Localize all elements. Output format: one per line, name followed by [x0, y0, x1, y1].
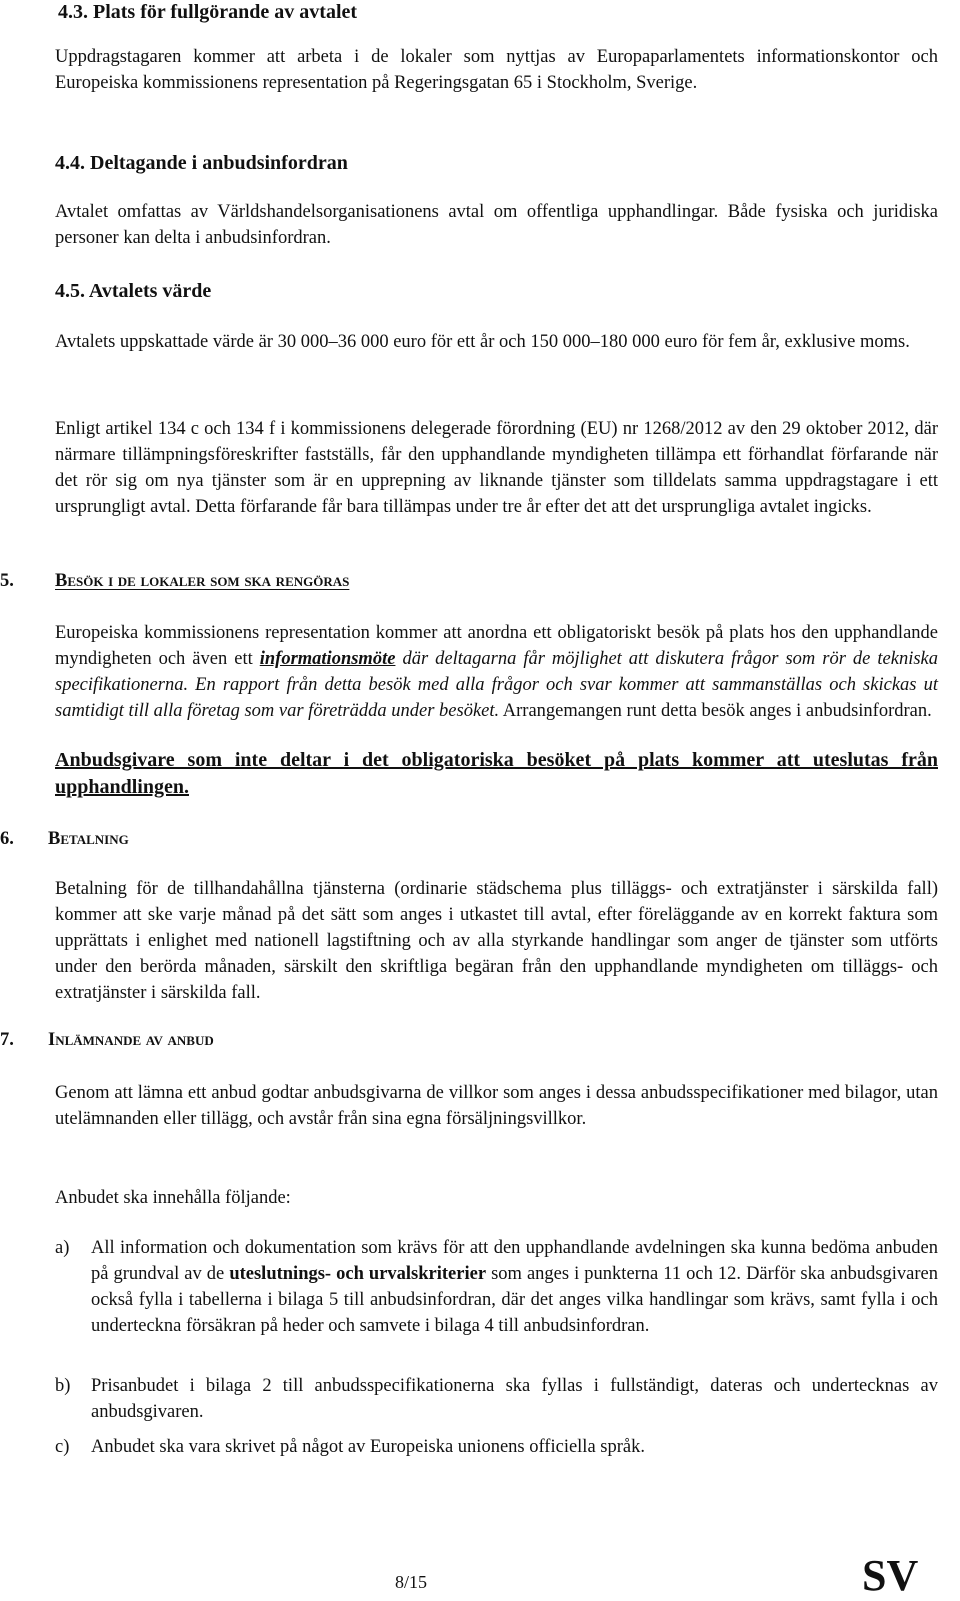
- section-7-title: Inlämnande av anbud: [48, 1030, 214, 1050]
- section-7-list-intro: Anbudet ska innehålla följande:: [55, 1188, 291, 1208]
- section-4-5-paragraph-2: Enligt artikel 134 c och 134 f i kommissionens delegerade förordning (EU) nr 1268/2012 av den 29 oktober 2012, där närmare tillämpningsföreskrifter fastställs, får den upphandlande myndigheten tillämpa ett förhandlat förfarande när det rör sig om nya tjänster som är en upprepning av liknande tjänster som tilldelats samma uppdragstagare i ett ursprungligt avtal. Detta förfarande får bara tillämpas under tre år efter det att det ursprungliga avtalet ingicks.: [55, 419, 938, 517]
- page-number: 8/15: [395, 1572, 428, 1592]
- list-marker: c): [55, 1437, 70, 1457]
- list-marker: a): [55, 1238, 70, 1258]
- list-item-text: Prisanbudet i bilaga 2 till anbudsspecifikationerna ska fyllas i fullständigt, dateras och undertecknas av anbudsgivaren.: [91, 1376, 938, 1422]
- section-4-3-paragraph: Uppdragstagaren kommer att arbeta i de lokaler som nyttjas av Europaparlamentets informationskontor och Europeiska kommissionens representation på Regeringsgatan 65 i Stockholm, Sverige.: [55, 47, 938, 93]
- section-4-4-heading: 4.4. Deltagande i anbudsinfordran: [55, 152, 348, 174]
- exclusion-warning: Anbudsgivare som inte deltar i det obligatoriska besöket på plats kommer att uteslutas från upphandlingen.: [55, 749, 938, 798]
- section-5-text-end: Arrangemangen runt detta besök anges i anbudsinfordran.: [499, 701, 932, 721]
- list-item: [55, 1235, 938, 1365]
- section-4-5-heading: 4.5. Avtalets värde: [55, 280, 212, 302]
- section-5-text-start: Europeiska kommissionens representation kommer att anordna ett obligatoriskt besök på plats hos den upphandlande myndigheten och även ett: [55, 623, 938, 669]
- section-5-text-italic: där deltagarna får möjlighet att diskutera frågor som rör de tekniska specifikationerna. En rapport från detta besök med alla frågor och svar kommer att sammanställas och skickas ut samtidigt till alla företag som var företrädda under besöket.: [55, 649, 939, 721]
- section-7-paragraph: Genom att lämna ett anbud godtar anbudsgivarna de villkor som anges i dessa anbudsspecifikationer med bilagor, utan utelämnanden eller tillägg, och avstår från sina egna försäljningsvillkor.: [55, 1083, 938, 1129]
- criteria-term: uteslutnings- och urvalskriterier: [229, 1264, 487, 1284]
- section-6-title: Betalning: [48, 829, 129, 849]
- section-4-3-heading: 4.3. Plats för fullgörande av avtalet: [58, 1, 358, 23]
- section-5-number: 5.: [0, 571, 14, 591]
- list-item-text: Anbudet ska vara skrivet på något av Europeiska unionens officiella språk.: [91, 1437, 645, 1457]
- list-item: [55, 1373, 938, 1425]
- section-4-5-paragraph-1: Avtalets uppskattade värde är 30 000–36 000 euro för ett år och 150 000–180 000 euro för fem år, exklusive moms.: [55, 332, 910, 352]
- list-item: [55, 1434, 938, 1460]
- section-6-number: 6.: [0, 829, 14, 849]
- section-6-paragraph: Betalning för de tillhandahållna tjänsterna (ordinarie städschema plus tilläggs- och extratjänster i särskilda fall) kommer att ske varje månad på det sätt som anges i utkastet till avtal, efter föreläggande av en korrekt faktura som upprättats i enlighet med nationell lagstiftning och av alla styrkande handlingar som anger de tjänster som utförts under den berörda månaden, särskilt den skriftliga begäran från den upphandlande myndigheten om tilläggs- och extratjänster i särskilda fall.: [55, 879, 938, 1003]
- list-marker: b): [55, 1376, 71, 1396]
- language-code: SV: [862, 1551, 919, 1600]
- section-4-4-paragraph: Avtalet omfattas av Världshandelsorganisationens avtal om offentliga upphandlingar. Både fysiska och juridiska personer kan delta i anbudsinfordran.: [55, 202, 938, 248]
- section-7-number: 7.: [0, 1030, 14, 1050]
- info-meeting-term: informationsmöte: [259, 649, 396, 669]
- section-5-title: Besök i de lokaler som ska rengöras: [55, 571, 350, 591]
- section-5-paragraph: [55, 620, 938, 724]
- list-item-text: All information och dokumentation som krävs för att den upphandlande avdelningen ska kunna bedöma anbuden på grundval av de uteslutnings- och urvalskriterier som anges i punkterna 11 och 12. Därför ska anbudsgivaren också fylla i tabellerna i bilaga 5 till anbudsinfordran, där det anges vilka handlingar som krävs, samt fylla i och underteckna försäkran på heder och samvete i bilaga 4 till anbudsinfordran.: [91, 1238, 938, 1336]
